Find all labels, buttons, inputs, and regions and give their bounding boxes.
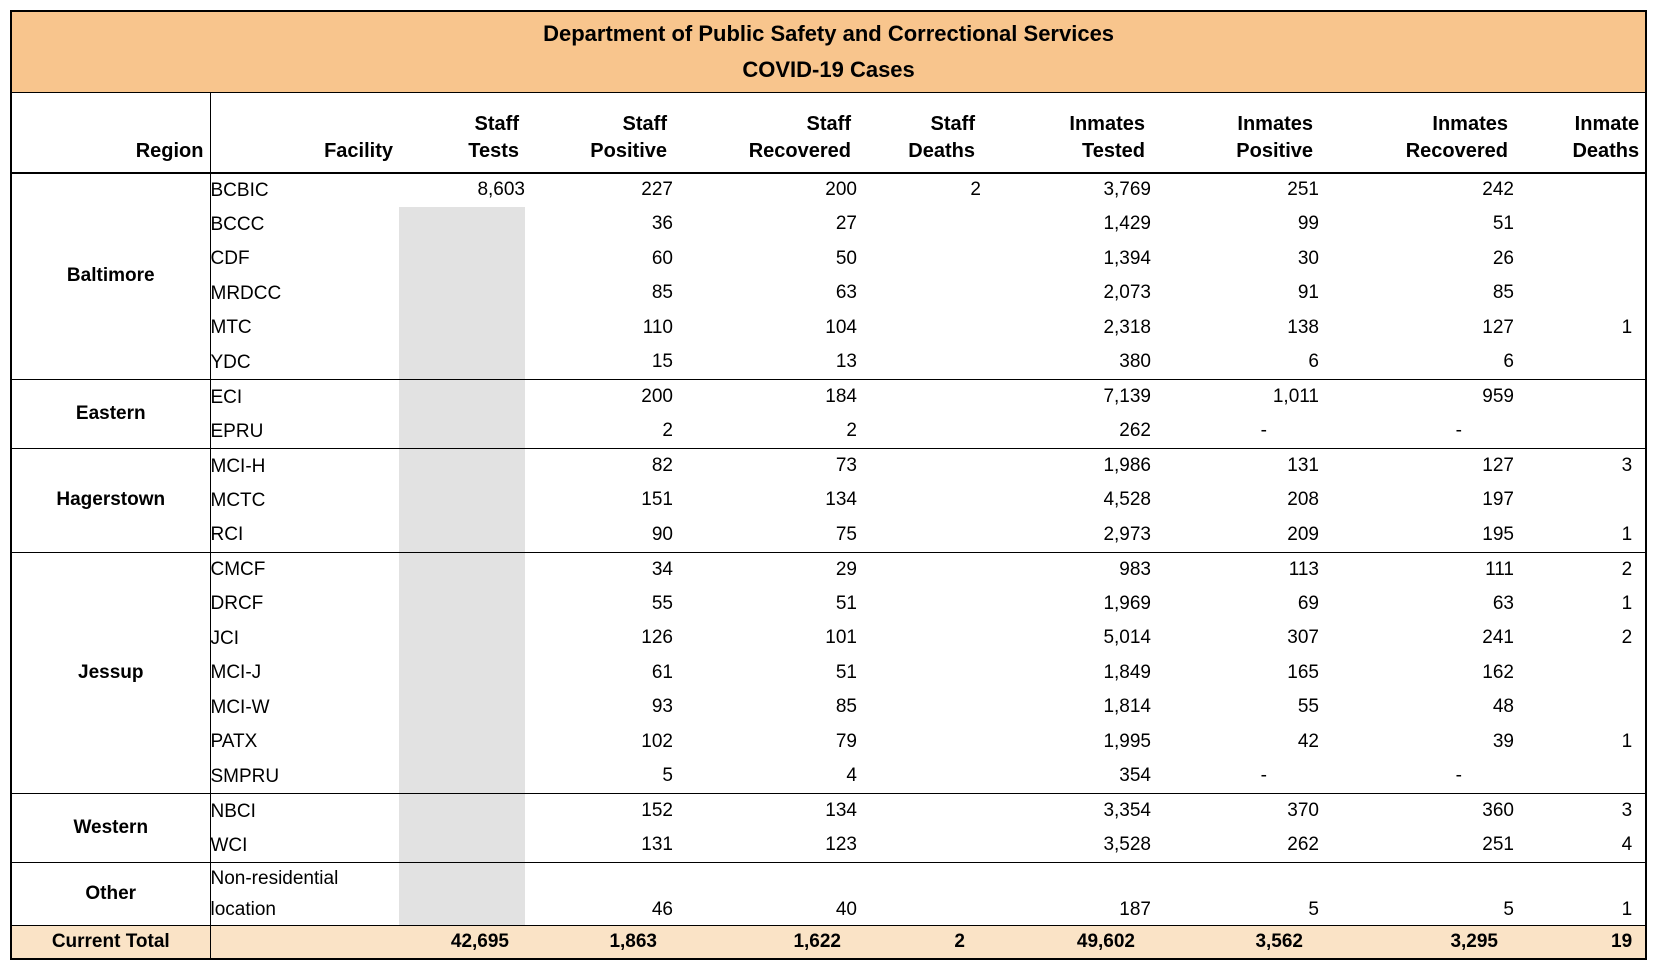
cell-inmate_deaths: 1 — [1621, 523, 1633, 545]
table-row — [11, 518, 1646, 553]
cell-inmate_deaths — [1514, 207, 1646, 242]
cell-inmates_positive: 138 — [1287, 316, 1319, 338]
column-header-line: Staff — [622, 112, 667, 135]
cell-staff_tests — [399, 518, 525, 553]
cell-staff_recovered: 73 — [673, 449, 857, 484]
table-row — [11, 311, 1646, 346]
column-header-line: Inmates — [1432, 112, 1508, 135]
cell-staff_deaths: 2 — [857, 173, 981, 208]
facility-label: MTC — [210, 317, 252, 339]
cell-staff_positive: 55 — [651, 592, 673, 614]
cell-staff_positive: 34 — [525, 552, 673, 587]
facility-label: SMPRU — [210, 765, 280, 787]
column-header-line: Tests — [468, 139, 519, 162]
cell-inmates_tested: 1,814 — [1103, 696, 1151, 718]
cell-inmate_deaths — [1514, 483, 1646, 518]
cell-inmates_recovered: 242 — [1319, 173, 1514, 208]
cell-inmate_deaths: 2 — [1514, 552, 1646, 587]
total-inmates_positive: 3,562 — [1151, 926, 1319, 959]
cell-inmates_recovered: 5 — [1319, 863, 1514, 926]
cell-inmates_recovered: 127 — [1319, 449, 1514, 484]
table-row — [11, 621, 1646, 656]
cell-staff_recovered: 50 — [835, 247, 857, 269]
cell-staff_tests — [399, 276, 525, 311]
cell-staff_deaths — [857, 552, 981, 587]
cell-inmates_positive: 251 — [1151, 173, 1319, 208]
cell-staff_deaths — [857, 449, 981, 484]
cell-staff_recovered: 29 — [673, 552, 857, 587]
cell-staff_tests — [399, 345, 525, 380]
cell-staff_positive: 110 — [642, 316, 673, 338]
total-facility-spacer — [210, 926, 399, 959]
cell-inmates_recovered: 111 — [1319, 552, 1514, 587]
cell-staff_deaths — [857, 587, 981, 622]
column-header-staff_recovered — [673, 93, 857, 173]
cell-inmate_deaths: 3 — [1514, 449, 1646, 484]
cell-inmates_positive: 113 — [1151, 552, 1319, 587]
cell-inmates_tested: 1,995 — [1103, 730, 1151, 752]
cell-inmates_positive: 30 — [1297, 247, 1319, 269]
cell-staff_tests — [399, 621, 525, 656]
facility-label: MCI-W — [210, 696, 270, 718]
table-row — [11, 414, 1646, 449]
table-row — [11, 690, 1646, 725]
column-header-inmates_recovered — [1319, 93, 1514, 173]
facility-label-line: location — [210, 899, 276, 920]
region-label: Western — [11, 794, 210, 863]
cell-inmates_positive: 6 — [1308, 351, 1319, 372]
column-header-line: Tested — [1082, 139, 1145, 162]
cell-inmates_recovered: 26 — [1492, 247, 1514, 269]
cell-staff_recovered: 134 — [825, 489, 857, 511]
column-header-line: Deaths — [1572, 139, 1640, 162]
cell-staff_recovered: 75 — [835, 523, 857, 545]
cell-inmates_tested: 2,073 — [1103, 282, 1151, 304]
total-staff_tests: 42,695 — [399, 926, 525, 959]
cell-inmates_positive: 165 — [1287, 661, 1319, 683]
cell-inmates_tested: 983 — [981, 552, 1151, 587]
cell-staff_recovered: 104 — [825, 316, 857, 338]
facility-label: JCI — [210, 627, 239, 649]
cell-inmates_positive: - — [1260, 420, 1267, 441]
cell-staff_recovered: 4 — [846, 765, 857, 786]
table-row — [11, 759, 1646, 794]
cell-staff_deaths — [857, 690, 981, 725]
cell-inmates_recovered: 6 — [1503, 351, 1514, 372]
cell-staff_deaths — [857, 483, 981, 518]
cell-staff_tests — [399, 380, 525, 415]
facility-label: MCI-J — [210, 662, 262, 684]
cell-inmate_deaths — [1514, 656, 1646, 691]
facility-label: PATX — [210, 731, 258, 753]
cell-staff_deaths — [857, 518, 981, 553]
cell-inmate_deaths — [1514, 242, 1646, 277]
column-header-line: Facility — [324, 139, 393, 162]
cell-staff_deaths — [857, 863, 981, 926]
cell-staff_tests — [399, 483, 525, 518]
cell-inmates_recovered: 360 — [1319, 794, 1514, 829]
cell-inmates_tested: 3,354 — [981, 794, 1151, 829]
cell-inmates_recovered: 251 — [1482, 834, 1514, 855]
cell-staff_positive: 5 — [662, 765, 673, 786]
cell-staff_deaths — [857, 656, 981, 691]
cell-staff_recovered: 63 — [835, 282, 857, 304]
cell-staff_deaths — [857, 242, 981, 277]
cell-inmates_tested: 2,973 — [1103, 523, 1151, 545]
cell-inmates_positive: 307 — [1287, 627, 1319, 649]
cell-staff_positive: 15 — [651, 351, 673, 372]
table-row — [11, 656, 1646, 691]
cell-inmates_tested: 262 — [1119, 420, 1151, 441]
cell-inmates_positive: 69 — [1297, 592, 1319, 614]
facility-label: CDF — [210, 248, 250, 270]
column-header-staff_deaths — [857, 93, 981, 173]
cell-inmate_deaths — [1514, 759, 1646, 794]
cell-staff_deaths — [857, 207, 981, 242]
cell-inmates_recovered: 162 — [1482, 661, 1514, 683]
facility-label: NBCI — [210, 794, 399, 829]
column-header-inmates_tested — [981, 93, 1151, 173]
facility-label: BCCC — [210, 213, 265, 235]
cell-staff_deaths — [857, 759, 981, 794]
cell-inmates_tested: 1,969 — [1103, 592, 1151, 614]
table-title — [11, 11, 1646, 93]
cell-inmates_positive: 208 — [1287, 489, 1319, 511]
cell-inmate_deaths: 2 — [1621, 627, 1633, 649]
cell-inmates_positive: 131 — [1151, 449, 1319, 484]
cell-staff_tests — [399, 690, 525, 725]
table-row — [11, 863, 1646, 926]
facility-label: BCBIC — [210, 173, 399, 208]
cell-inmate_deaths: 4 — [1621, 834, 1633, 855]
total-staff_recovered: 1,622 — [673, 926, 857, 959]
table-row — [11, 587, 1646, 622]
facility-label-line: Non-residential — [210, 868, 339, 889]
table-row — [11, 173, 1646, 208]
cell-inmates_recovered: 241 — [1482, 627, 1514, 649]
cell-staff_positive: 90 — [651, 523, 673, 545]
cell-staff_deaths — [857, 828, 981, 863]
cell-inmates_positive: 370 — [1151, 794, 1319, 829]
column-header-staff_positive — [525, 93, 673, 173]
column-header-line: Inmates — [1069, 112, 1145, 135]
cell-inmates_tested: 2,318 — [1103, 316, 1151, 338]
cell-staff_recovered: 85 — [835, 696, 857, 718]
cell-staff_positive: 46 — [525, 863, 673, 926]
facility-label: CMCF — [210, 552, 399, 587]
cell-staff_recovered: 134 — [673, 794, 857, 829]
cell-staff_tests — [399, 311, 525, 346]
table-row — [11, 725, 1646, 760]
cell-inmates_tested: 354 — [1119, 765, 1151, 786]
cell-inmates_positive: 99 — [1297, 213, 1319, 235]
column-header-line: Staff — [806, 112, 851, 135]
column-header-line: Positive — [590, 139, 667, 162]
cell-staff_recovered: 13 — [835, 351, 857, 372]
cell-staff_positive: 126 — [641, 627, 673, 649]
table-row — [11, 276, 1646, 311]
cell-staff_recovered: 27 — [835, 213, 857, 235]
cell-staff_positive: 60 — [651, 247, 673, 269]
facility-label: DRCF — [210, 593, 264, 615]
cell-staff_recovered: 40 — [673, 863, 857, 926]
cell-staff_recovered: 2 — [846, 420, 857, 441]
cell-staff_positive: 36 — [651, 213, 673, 235]
cell-staff_deaths — [857, 725, 981, 760]
cell-staff_positive: 152 — [525, 794, 673, 829]
cell-staff_tests — [399, 207, 525, 242]
cell-inmates_positive: 209 — [1287, 523, 1319, 545]
cell-staff_tests — [399, 449, 525, 484]
facility-label — [210, 863, 399, 926]
cell-inmates_tested: 187 — [981, 863, 1151, 926]
cell-staff_positive: 200 — [525, 380, 673, 415]
cell-staff_positive: 131 — [641, 834, 673, 855]
table-row — [11, 449, 1646, 484]
column-header-line: Positive — [1236, 139, 1313, 162]
cell-inmates_positive: - — [1260, 765, 1267, 786]
cell-inmate_deaths — [1514, 414, 1646, 449]
cell-staff_recovered: 123 — [825, 834, 857, 855]
cell-inmates_positive: 91 — [1297, 282, 1319, 304]
cell-inmate_deaths — [1514, 380, 1646, 415]
cell-inmates_tested: 5,014 — [1103, 627, 1151, 649]
cell-inmates_recovered: 39 — [1492, 730, 1514, 752]
facility-label: ECI — [210, 380, 399, 415]
cell-staff_tests — [399, 725, 525, 760]
column-header-line: Staff — [474, 112, 519, 135]
region-label: Other — [11, 863, 210, 926]
facility-label: WCI — [210, 834, 248, 856]
facility-label: EPRU — [210, 420, 264, 442]
cell-inmates_recovered: 127 — [1482, 316, 1514, 338]
cell-inmates_tested: 4,528 — [1103, 489, 1151, 511]
cell-inmate_deaths: 1 — [1621, 730, 1633, 752]
cell-inmates_tested: 3,769 — [981, 173, 1151, 208]
cell-staff_positive: 82 — [525, 449, 673, 484]
column-header-line: Recovered — [748, 139, 851, 162]
cell-inmate_deaths — [1514, 345, 1646, 380]
cell-inmates_positive: 5 — [1151, 863, 1319, 926]
cell-staff_deaths — [857, 414, 981, 449]
cell-staff_deaths — [857, 794, 981, 829]
table-row — [11, 794, 1646, 829]
cell-inmates_recovered: 85 — [1492, 282, 1514, 304]
column-header-line: Region — [135, 139, 204, 162]
column-header-staff_tests — [399, 93, 525, 173]
cell-inmates_recovered: 195 — [1482, 523, 1514, 545]
facility-label: MCTC — [210, 489, 266, 511]
cell-inmates_tested: 3,528 — [1103, 834, 1151, 855]
cell-staff_tests — [399, 242, 525, 277]
cell-staff_deaths — [857, 345, 981, 380]
cell-inmates_tested: 7,139 — [981, 380, 1151, 415]
cell-inmates_tested: 1,849 — [1103, 661, 1151, 683]
cell-inmates_positive: 42 — [1297, 730, 1319, 752]
column-header-line: Deaths — [908, 139, 975, 162]
cell-inmates_positive: 262 — [1287, 834, 1319, 855]
total-inmates_tested: 49,602 — [981, 926, 1151, 959]
table-row — [11, 483, 1646, 518]
cell-staff_tests — [399, 794, 525, 829]
current-total-row — [11, 926, 1646, 959]
cell-inmates_recovered: 51 — [1492, 213, 1514, 235]
column-header-line: Inmates — [1237, 112, 1313, 135]
current-total-label: Current Total — [11, 926, 210, 959]
cell-inmates_recovered: 63 — [1492, 592, 1514, 614]
title-line-2: COVID-19 Cases — [742, 57, 915, 82]
cell-staff_recovered: 200 — [673, 173, 857, 208]
table-row — [11, 552, 1646, 587]
cell-inmates_positive: 1,011 — [1151, 380, 1319, 415]
cell-inmates_positive: 55 — [1297, 696, 1319, 718]
cell-staff_positive: 85 — [651, 282, 673, 304]
column-header-line: Staff — [930, 112, 975, 135]
cell-staff_tests — [399, 414, 525, 449]
cell-staff_recovered: 184 — [673, 380, 857, 415]
total-staff_deaths: 2 — [857, 926, 981, 959]
facility-label: YDC — [210, 351, 251, 373]
facility-label: RCI — [210, 524, 244, 545]
cell-inmates_recovered: - — [1455, 420, 1462, 441]
cell-staff_deaths — [857, 621, 981, 656]
cell-inmates_recovered: - — [1455, 765, 1462, 786]
region-label: Baltimore — [11, 173, 210, 380]
table-row — [11, 207, 1646, 242]
column-header-region — [11, 93, 210, 173]
cell-inmates_tested: 380 — [1119, 351, 1151, 372]
region-label: Eastern — [11, 380, 210, 449]
facility-label: MRDCC — [210, 282, 282, 304]
column-header-line: Recovered — [1405, 139, 1508, 162]
cell-staff_positive: 227 — [525, 173, 673, 208]
cell-staff_deaths — [857, 380, 981, 415]
cell-staff_tests — [399, 656, 525, 691]
cell-inmates_recovered: 959 — [1319, 380, 1514, 415]
cell-staff_positive: 61 — [651, 661, 673, 683]
cell-staff_tests — [399, 828, 525, 863]
cell-inmate_deaths: 1 — [1621, 592, 1633, 614]
facility-label: MCI-H — [210, 449, 399, 484]
cell-inmate_deaths — [1514, 276, 1646, 311]
cell-staff_recovered: 79 — [835, 730, 857, 752]
region-label: Jessup — [11, 552, 210, 794]
cell-staff_tests — [399, 759, 525, 794]
column-header-line: Inmate — [1574, 112, 1640, 135]
cell-staff_tests — [399, 587, 525, 622]
cell-inmates_recovered: 197 — [1482, 489, 1514, 511]
cell-inmates_tested: 1,986 — [981, 449, 1151, 484]
total-inmates_recovered: 3,295 — [1319, 926, 1514, 959]
cell-inmate_deaths — [1514, 690, 1646, 725]
cell-inmates_tested: 1,394 — [1103, 247, 1151, 269]
column-header-row — [11, 93, 1646, 173]
cell-staff_positive: 93 — [651, 696, 673, 718]
cell-inmate_deaths: 3 — [1514, 794, 1646, 829]
cell-staff_recovered: 51 — [835, 661, 857, 683]
table-title-row — [11, 11, 1646, 93]
cell-staff_tests — [399, 863, 525, 926]
table-row — [11, 242, 1646, 277]
title-line-1: Department of Public Safety and Correctional Services — [543, 21, 1115, 46]
cell-inmate_deaths: 1 — [1621, 316, 1633, 338]
cell-staff_recovered: 51 — [835, 592, 857, 614]
table-row — [11, 380, 1646, 415]
cell-staff_deaths — [857, 311, 981, 346]
cell-staff_positive: 151 — [641, 489, 673, 511]
cell-inmates_tested: 1,429 — [1103, 213, 1151, 235]
cell-staff_positive: 2 — [662, 420, 673, 441]
cell-staff_recovered: 101 — [825, 627, 857, 649]
column-header-facility — [210, 93, 399, 173]
table-row — [11, 345, 1646, 380]
cell-staff_tests: 8,603 — [399, 173, 525, 208]
cell-staff_tests — [399, 552, 525, 587]
column-header-inmate_deaths — [1514, 93, 1646, 173]
cell-staff_deaths — [857, 276, 981, 311]
cell-inmate_deaths: 1 — [1514, 863, 1646, 926]
region-label: Hagerstown — [11, 449, 210, 553]
cell-inmate_deaths — [1514, 173, 1646, 208]
covid-cases-table — [10, 10, 1647, 960]
table-row — [11, 828, 1646, 863]
column-header-inmates_positive — [1151, 93, 1319, 173]
total-inmate_deaths: 19 — [1514, 926, 1646, 959]
total-staff_positive: 1,863 — [525, 926, 673, 959]
cell-inmates_recovered: 48 — [1492, 696, 1514, 718]
cell-staff_positive: 102 — [641, 730, 673, 752]
